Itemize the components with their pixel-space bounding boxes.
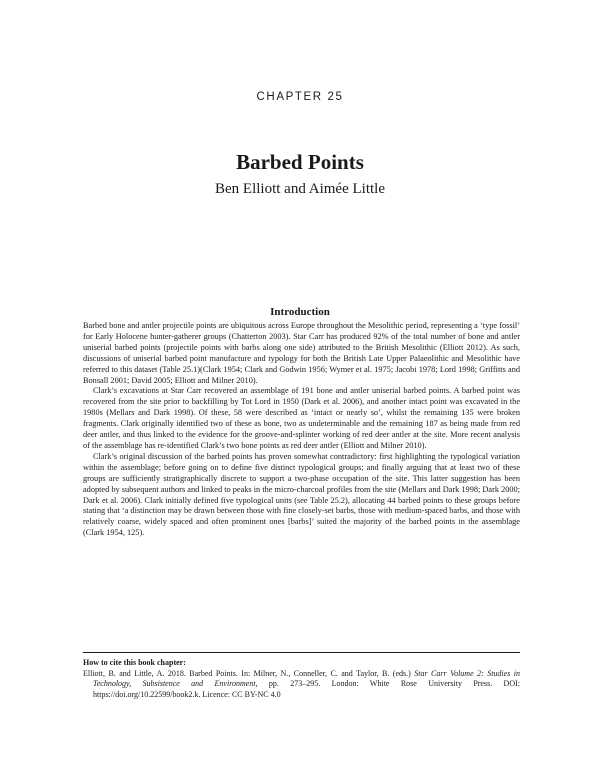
citation-heading: How to cite this book chapter: [83, 658, 186, 667]
citation-box [83, 658, 520, 700]
introduction-body [83, 321, 520, 539]
citation-divider [83, 652, 520, 653]
citation-book-title: Star Carr Volume 2: Studies in Technology, Subsistence and Environment [93, 668, 520, 689]
paragraph: Clark’s original discussion of the barbed points has proven somewhat contradictory: first highlighting the typological variation within the assemblage; before going on to define five distinct typological groups; and finally arguing that at least two of these groups are sufficiently stratigraphically discrete to support a two-phase occupation of the site. This latter suggestion has been adopted by subsequent authors and linked to peaks in the micro-charcoal profiles from the site (Mellars and Dark 1998; Dark 2000; Dark et al. 2006). Clark initially defined five typological units (see Table 25.2), allocating 44 barbed points to these groups before stating that ‘a distinction may be drawn between those with fine closely-set barbs, those with medium-spaced barbs, and those with relatively coarse, widely spaced and often prominent ones [barbs]’ suited the majority of the barbed points in the assemblage (Clark 1954, 125). [83, 451, 520, 538]
citation-text [83, 669, 520, 701]
paragraph: Barbed bone and antler projectile points are ubiquitous across Europe throughout the Mesolithic period, representing a ‘type fossil’ for Early Holocene hunter-gatherer groups (Chatterton 2003). Star Carr has produced 92% of the total number of bone and antler uniserial barbed points (projectile points with barbs along one side) attributed to the British Mesolithic (Elliott 2012). As such, discussions of uniserial barbed point manufacture and typology for both the British Late Upper Palaeolithic and Mesolithic have referred to this dataset (Table 25.1)(Clark 1954; Clark and Godwin 1956; Wymer et al. 1975; Jacobi 1978; Lord 1998; Griffitts and Bonsall 2001; David 2005; Elliott and Milner 2010). [83, 321, 520, 385]
chapter-number: CHAPTER 25 [256, 91, 344, 103]
citation-text-end: , pp. 273–295. London: White Rose University Press. DOI: https://doi.org/10.22599/book2.k. Licence: CC BY-NC 4.0 [93, 679, 520, 699]
chapter-authors: Ben Elliott and Aimée Little [215, 181, 385, 197]
chapter-title: Barbed Points [236, 150, 364, 174]
paragraph: Clark’s excavations at Star Carr recovered an assemblage of 191 bone and antler uniserial barbed points. A barbed point was recovered from the site prior to backfilling by Tot Lord in 1950 (Dark et al. 2006), and another intact point was excavated in the 1980s (Mellars and Dark 1998). Of these, 58 were described as ‘intact or nearly so’, whilst the remaining 135 were broken fragments. Clark originally identified two of these as bone, two as undeterminable and the remaining 187 as being made from red deer antler, and thus linked to the evidence for the groove-and-splinter working of red deer antler at the site. More recent analysis of the assemblage has re-identified Clark’s two bone points as red deer antler (Elliott and Milner 2010). [83, 386, 520, 450]
section-heading-introduction: Introduction [270, 306, 330, 318]
citation-text-start: Elliott, B. and Little, A. 2018. Barbed Points. In: Milner, N., Conneller, C. and Taylor, B. (eds.) [83, 668, 415, 678]
